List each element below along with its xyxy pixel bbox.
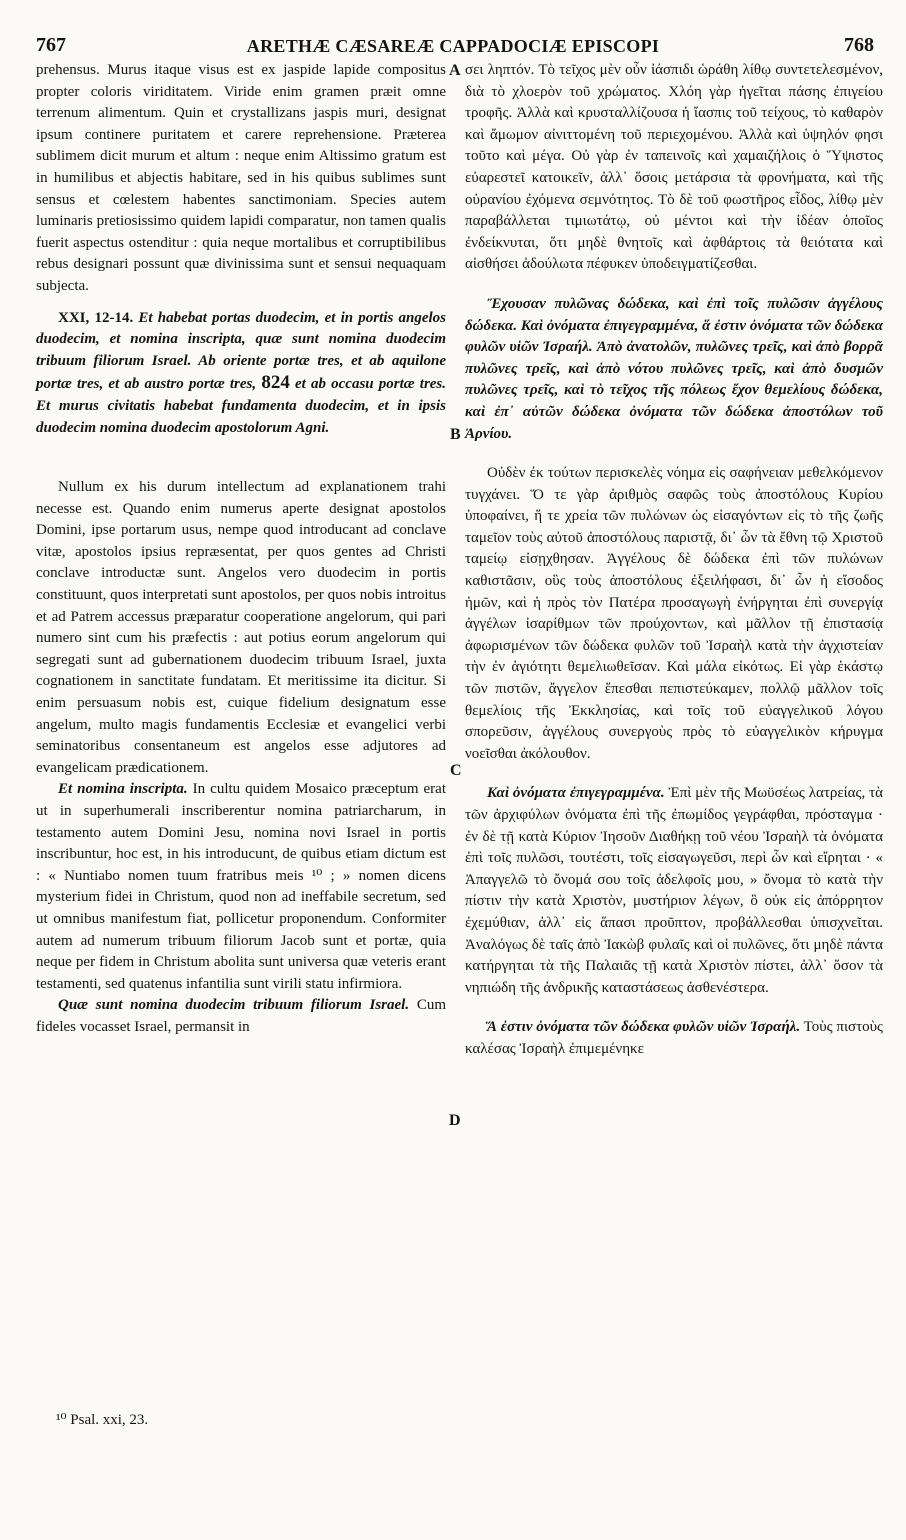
latin-lemma-1 bbox=[36, 308, 446, 440]
latin-lemma-1-ref: XXI, 12-14. bbox=[58, 309, 134, 326]
greek-paragraph-4 bbox=[465, 1017, 883, 1060]
greek-paragraph-3-text: Ἐπὶ μὲν τῆς Μωϋσέως λατρείας, τὰ τῶν ἀρχιφύλων ὀνόματα ἐπὶ τῆς ἐπωμίδος γεγράφθαι, πρόσταγμα · ἐν δὲ τῇ κατὰ Κύριον Ἰησοῦν Διαθήκῃ τοῦ νέου Ἰσραὴλ τὰ ὀνόματα ἐπὶ τοῖς πυλῶσι, τουτέστι, τοῖς εἰσαγωγεῦσι, περὶ ὧν καὶ εἴρηται · « Ἀπαγγελῶ τὸ ὄνομά σου τοῖς ἀδελφοῖς μου, » ὄνομα τὸ κατὰ τὴν πίστιν τὴν κατὰ Χριστὸν, μυστήριον λέγων, ὃ οὐκ εἰς ἀπόρρητον ἐχεμύθιαν, ἀλλ᾽ εἰς ἅπασι προῦπτον, προβάλλεσθαι ὑπισχνεῖται. Ἀναλόγως δὲ ταῖς ἀπὸ Ἰακὼβ φυλαῖς καὶ οἱ πυλῶνες, ὅτι μηδὲ πάντα κατήργηται τὰ τῆς Παλαιᾶς τῇ κατὰ Χριστὸν πίστει, ἀλλ᾽ ὅσον τὰ νηπιώδη τῆς ἀνδρικῆς καταστάσεως ἀσθενέστερα. bbox=[465, 785, 884, 996]
margin-letter-c: C bbox=[450, 762, 462, 779]
latin-paragraph-1: prehensus. Murus itaque visus est ex jaspide lapide compositus propter coloris viriditatem. Viride enim gramen præit omne terrenum alimentum. Quin et crystallizans jaspis muri, designat ipsum continere puritatem et carere reprehensione. Præterea sublimem dicit murum et altum : neque enim Altissimo gratum est in humilibus et abjectis habitare, sed in his quibus sublimes sunt sensus et cœlestem habentes sanctimoniam. Species autem luminaris pretiosissimo quidem lapidi comparatur, non tamen qualis fuerit aspectus ostenditur : quia neque mortalibus et corruptibilibus rebus designari possunt quæ divinissima sunt et sensui nequaquam subjecta. bbox=[36, 62, 446, 294]
page-number-left: 767 bbox=[36, 34, 66, 56]
latin-paragraph-3-text: In cultu quidem Mosaico præceptum erat ut in superhumerali inscriberentur nomina patriarcharum, in testamento autem Domini Jesu, nomina novi Israel in portis inscribuntur, hoc est, in his introducunt, de quibus etiam dictum est : « Nuntiabo nomen tuum fratribus meis ¹⁰ ; » nomen dicens mysterium fidei in Christum, quod non ad ineffabile secretum, sed ut omnibus manifestum fiat, pollicetur proponendum. Conformiter autem ad numerum tribuum filiorum Jacob sunt et portæ, quia neque per fidem in Christum abolita sunt universa quæ veteris erant testamenti, sed quatenus infantilia sunt virili statu infirmiora. bbox=[36, 781, 446, 992]
latin-lemma-2: Et nomina inscripta. bbox=[58, 781, 188, 798]
margin-letter-d: D bbox=[449, 1112, 461, 1129]
latin-paragraph-2: Nullum ex his durum intellectum ad explanationem trahi necesse est. Quando enim numerus aperte designat apostolos Domini, ipse portarum usus, nempe quod introducant ad conclave vitæ, apostolos ipsius repræsentat, per quos gentes ad Christi conclave introductæ sunt. Angelos vero duodecim in portis constituunt, quos interpretati sunt apostolos, per quos nobis introitus et ad Patrem accessus præparatur cooperatione angelorum, qui pari numero sint cum his præfectis : aut potius eorum angelorum qui segregati sunt ad gubernationem duodecim tribuum Israel, juxta cognationem in sanctitate fundatam. Et meritissime ita dicitur. Si enim persuasum nobis est, cuique fidelium designatum esse angelum, multo magis fundamentis Ecclesiæ et evangelici verbi seminatoribus consentaneum est angelos esse adjutores ad evangelicam prædicationem. bbox=[36, 479, 446, 776]
latin-column bbox=[36, 60, 446, 1039]
latin-paragraph-3 bbox=[36, 779, 446, 995]
greek-lemma-2: Καὶ ὀνόματα ἐπιγεγραμμένα. bbox=[487, 785, 665, 802]
margin-letter-a: A bbox=[449, 62, 461, 79]
page-number-right: 768 bbox=[844, 34, 874, 56]
greek-paragraph-3 bbox=[465, 783, 883, 999]
margin-letter-b: B bbox=[450, 426, 461, 443]
greek-paragraph-4-text: Τοὺς πιστοὺς καλέσας Ἰσραὴλ ἐπιμεμένηκε bbox=[465, 1019, 883, 1057]
greek-lemma-3: Ἅ ἐστιν ὀνόματα τῶν δώδεκα φυλῶν υἱῶν Ἰσραήλ. bbox=[487, 1019, 801, 1036]
page-header bbox=[32, 34, 874, 60]
greek-column bbox=[465, 60, 883, 1061]
latin-lemma-3: Quæ sunt nomina duodecim tribuum filiorum Israel. bbox=[58, 997, 410, 1014]
greek-paragraph-2: Οὐδὲν ἐκ τούτων περισκελὲς νόημα εἰς σαφήνειαν μεθελκόμενον τυγχάνει. Ὅ τε γὰρ ἀριθμὸς σαφῶς τοὺς ἀποστόλους Κυρίου ὑποφαίνει, ἥ τε χρεία τῶν πυλώνων ὡς εἰσαγόντων εἰς τὸ τῆς ζωῆς ταμεῖον τοὺς αὐτοῦ ἀποστόλους παριστᾷ, δι᾽ ὧν τὰ ἔθνη τῷ Χριστοῦ ταμείῳ εἰσῃχθησαν. Ἀγγέλους δὲ δώδεκα ἐπὶ τῶν πυλώνων καθιστᾶσιν, οὓς τοὺς ἀποστόλους ἐξειλήφασι, δι᾽ ὧν ἡ εἴσοδος ἡμῶν, καὶ ἡ πρὸς τὸν Πατέρα προσαγωγὴ ἐνήργηται ἐπὶ συνεργίᾳ ἀγγέλων ἰσαρίθμων τῶν προύχοντων, καὶ μᾶλλον τῇ ἐπιστασίᾳ ἀφωρισμένων τῶν δώδεκα φυλῶν τοῦ Ἰσραὴλ κατὰ τὴν ἀγχιστείαν τὴν ἐν ἁγιότητι θεμελιωθεῖσαν. Καὶ μάλα εἰκότως. Εἰ γὰρ ἑκάστῳ τῶν πιστῶν, ἄγγελον ἕπεσθαι πεπιστεύκαμεν, πολλῷ μᾶλλον τοῖς θεμελίοις τῆς Ἐκκλησίας, καὶ τοῖς τοῦ εὐαγγελικοῦ λόγου σπορεῦσιν, ἀγγέλους συνεργοὺς πρὸς τὸ εὐαγγελικὸν κήρυγμα νοεῖσθαι ἀκόλουθον. bbox=[465, 465, 883, 762]
greek-lemma-1: Ἔχουσαν πυλῶνας δώδεκα, καὶ ἐπὶ τοῖς πυλῶσιν ἀγγέλους δώδεκα. Καὶ ὀνόματα ἐπιγεγραμμένα, ἅ ἐστιν ὀνόματα τῶν δώδεκα φυλῶν υἱῶν Ἰσραήλ. Ἀπὸ ἀνατολῶν, πυλῶνες τρεῖς, καὶ ἀπὸ βορρᾶ πυλῶνες τρεῖς, καὶ ἀπὸ νότου πυλῶνες τρεῖς, καὶ ἀπὸ δυσμῶν πυλῶνες τρεῖς, καὶ τὸ τεῖχος τῆς πόλεως ἔχον θεμελίους δώδεκα, καὶ ἐπ᾽ αὐτῶν δώδεκα ὀνόματα τῶν δώδεκα ἀποστόλων τοῦ Ἀρνίου. bbox=[465, 295, 883, 442]
column-number: 824 bbox=[261, 372, 290, 394]
latin-paragraph-4-text: Cum fideles vocasset Israel, permansit in bbox=[36, 997, 446, 1035]
latin-lemma-1-text-a: Et habebat portas duodecim, et in portis angelos duodecim, et nomina inscripta, quæ sunt nomina duodecim tribuum filiorum Israel. Ab oriente portæ tres, et ab aquilone portæ tres, et ab austro portæ tres, bbox=[36, 309, 447, 393]
latin-paragraph-4 bbox=[36, 995, 446, 1038]
latin-lemma-1-text-b: et ab occasu portæ tres. Et murus civitatis habebat fundamenta duodecim, et in ipsis duodecim nomina duodecim apostolorum Agni. bbox=[36, 376, 447, 436]
running-title: ARETHÆ CÆSAREÆ CAPPADOCIÆ EPISCOPI bbox=[246, 36, 660, 56]
footnote: ¹⁰ Psal. xxi, 23. bbox=[56, 1412, 149, 1428]
greek-paragraph-1: σει ληπτόν. Τὸ τεῖχος μὲν οὖν ἰάσπιδι ὡράθη λίθῳ συντετελεσμένον, διὰ τὸ χλοερὸν τοῦ χρώματος. Χλόη γὰρ ἡγεῖται πάσης ἐπιγείου τροφῆς. Ἀλλὰ καὶ κρυσταλλίζουσα ἡ ἴασπις τοῦ τείχους, τὸ καθαρὸν καὶ ἄμωμον αἰνιττομένη τοῦ περιεχομένου. Ἀλλὰ καὶ ὑψηλόν φησι τοῦτο καὶ μέγα. Οὐ γὰρ ἐν ταπεινοῖς καὶ χαμαιζήλοις ὁ Ὕψιστος εὐαρεστεῖ κατοικεῖν, ἀλλ᾽ ὅσοις μετάρσια τὰ φρονήματα, καὶ τῆς οὐρανίου ἐχόμενα σεμνότητος. Τὸ δὲ τοῦ φωστῆρος εἶδος, λίθῳ μὲν παραβάλλεται τιμιωτάτῳ, οὐ μέντοι καὶ τὴν ἰδέαν ὁποῖος ἐνδείκνυται, ὅτι μηδὲ θνητοῖς καὶ ἀφθάρτοις τὰ θειότατα καὶ αἰσθήσει ἀδούλωτα πέφυκεν ὑποδειγματίζεσθαι. bbox=[465, 62, 883, 273]
